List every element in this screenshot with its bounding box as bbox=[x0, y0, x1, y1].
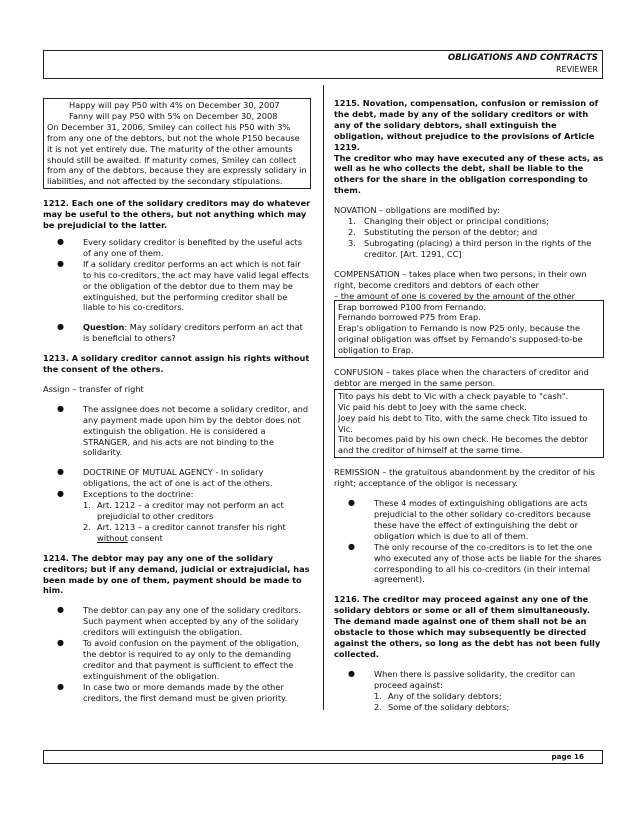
example-line: Fanny will pay P50 with 5% on December 30, 2008 bbox=[69, 110, 278, 121]
list-item: ● The debtor can pay any one of the solidary creditors. Such payment when accepted by any of the solidary creditors will extinguish the obligation. bbox=[43, 605, 311, 638]
list-item bbox=[43, 489, 311, 544]
exception-text: Art. 1212 – a creditor may not perform an act prejudicial to other creditors bbox=[97, 500, 284, 521]
list-item: ● DOCTRINE OF MUTUAL AGENCY - In solidary obligations, the act of one is act of the others. bbox=[43, 467, 311, 489]
example-line: Happy will pay P50 with 4% on December 30, 2007 bbox=[69, 100, 280, 110]
example-line: Erap's obligation to Fernando is now P25 only, because the original obligation was offset by Fernando's supposed-to-be obligation to Erap. bbox=[338, 323, 583, 356]
article-1214-bullets bbox=[43, 605, 311, 703]
example-line: Fernando borrowed P75 from Erap. bbox=[338, 312, 481, 323]
list-item: ● These 4 modes of extinguishing obligations are acts prejudicial to the other solidary co-creditors because these have the effect of extinguishing the debt or obligation which is due to all of them. bbox=[334, 498, 604, 542]
example-line: Tito becomes paid by his own check. He becomes the debtor and the creditor of himself at the same time. bbox=[338, 434, 588, 456]
compensation-definition: COMPENSATION – takes place when two persons, in their own right, become creditors and debtors of each other bbox=[334, 268, 587, 290]
header-subtitle: REVIEWER bbox=[555, 65, 598, 74]
example-line: Joey paid his debt to Tito, with the same check Tito issued to Vic. bbox=[338, 412, 588, 434]
debtor-item: Some of the solidary debtors; bbox=[388, 701, 510, 712]
article-1212-heading: 1212. Each one of the solidary creditors may do whatever may be useful to the others, but not anything which may be prejudicial to the latter. bbox=[43, 198, 311, 231]
example-line: Vic paid his debt to Joey with the same check. bbox=[338, 401, 527, 412]
novation-item: Changing their object or principal conditions; bbox=[364, 216, 549, 227]
exception-text: consent bbox=[127, 532, 163, 543]
list-item: ● Every solidary creditor is benefited by the useful acts of any one of them. bbox=[43, 237, 311, 259]
novation-item: Substituting the person of the debtor; and bbox=[364, 226, 538, 237]
article-1213-heading: 1213. A solidary creditor cannot assign his rights without the consent of the others. bbox=[43, 353, 310, 375]
page-number: page 16 bbox=[551, 752, 584, 761]
page-header bbox=[43, 50, 603, 79]
question-label: Question bbox=[83, 322, 125, 333]
article-1215-heading: 1215. Novation, compensation, confusion or remission of the debt, made by any of the solidary creditors or with any of the solidary debtors, shall extinguish the obligation, without prejudice to the provisions of Article 1219. bbox=[334, 98, 599, 152]
header-title: OBLIGATIONS AND CONTRACTS bbox=[447, 53, 598, 63]
compensation-example-box bbox=[334, 300, 604, 359]
debtor-list bbox=[374, 691, 604, 713]
remission-bullets bbox=[334, 498, 604, 585]
left-column bbox=[43, 98, 311, 704]
list-item: 2. Art. 1213 – a creditor cannot transfer his right without consent bbox=[83, 521, 286, 543]
novation-definition: NOVATION – obligations are modified by: bbox=[334, 205, 500, 216]
bullet-text: When there is passive solidarity, the creditor can proceed against: bbox=[374, 668, 576, 690]
example-box bbox=[43, 98, 311, 189]
list-item: ● The assignee does not become a solidary creditor, and any payment made upon him by the debtor does not extinguish the obligation. He is considered a STRANGER, and his acts are not binding to the solidarity. bbox=[43, 404, 311, 459]
debtor-item: Any of the solidary debtors; bbox=[388, 690, 502, 701]
list-item: 1. Changing their object or principal conditions; bbox=[348, 216, 549, 227]
right-column bbox=[334, 98, 604, 712]
confusion-definition: CONFUSION – takes place when the characters of creditor and debtor are merged in the same person. bbox=[334, 367, 589, 388]
list-item: ● To avoid confusion on the payment of the obligation, the debtor is required to ay only to the demanding creditor and that payment is sufficient to effect the extinguishment of the obligation. bbox=[43, 638, 311, 682]
example-text: On December 31, 2006, Smiley can collect his P50 with 3% from any one of the debtors, but not the whole P150 because it is not yet entirely due. The maturity of the other amounts should still be awaited. If maturity comes, Smiley can collect from any of the debtors, because they are expressly solidary in liabilities, and not affected by the secondary stipulations. bbox=[47, 121, 307, 187]
list-item: 2. Substituting the person of the debtor; and bbox=[348, 226, 538, 237]
list-item: ● If a solidary creditor performs an act which is not fair to his co-creditors, the act may have valid legal effects or the obligation of the debtor due to them may be extinguished, but the performing creditor shall be liable to his co-creditors. bbox=[43, 259, 311, 314]
example-line: Erap borrowed P100 from Fernando. bbox=[338, 301, 486, 312]
article-1215-heading-cont: The creditor who may have executed any of these acts, as well as he who collects the debt, shall be liable to the others for the share in the obligation corresponding to them. bbox=[334, 152, 604, 196]
page-footer bbox=[43, 750, 603, 764]
list-item: 1. Art. 1212 – a creditor may not perform an act prejudicial to other creditors bbox=[83, 500, 284, 521]
list-item: 1. Any of the solidary debtors; bbox=[374, 690, 502, 701]
article-1214-heading: 1214. The debtor may pay any one of the solidary creditors; but if any demand, judicial or extrajudicial, has been made by one of them, payment should be made to him. bbox=[43, 552, 310, 596]
exception-text: Art. 1213 – a creditor cannot transfer his right bbox=[97, 521, 286, 532]
list-item: ● In case two or more demands made by the other creditors, the first demand must be given priority. bbox=[43, 682, 311, 704]
remission-definition: REMISSION – the gratuitous abandonment by the creditor of his right; acceptance of the obligor is necessary. bbox=[334, 467, 595, 489]
underlined-word: without bbox=[97, 532, 128, 543]
article-1213-bullets bbox=[43, 404, 311, 544]
question-text: : May solidary creditors perform an act that is beneficial to others? bbox=[83, 322, 303, 344]
article-1216-bullets bbox=[334, 669, 604, 713]
confusion-example-box bbox=[334, 389, 604, 458]
list-item: 2. Some of the solidary debtors; bbox=[374, 701, 510, 712]
article-1216-heading: 1216. The creditor may proceed against any one of the solidary debtors or some or all of them simultaneously. The demand made against one of them shall not be an obstacle to those which may subsequently be directed against the others, so long as the debt has not been fully collected. bbox=[334, 594, 601, 659]
article-1212-bullets bbox=[43, 237, 311, 344]
novation-list bbox=[334, 216, 604, 260]
list-item bbox=[334, 669, 604, 713]
list-item bbox=[43, 322, 311, 344]
column-divider bbox=[323, 85, 324, 710]
list-item: 3. Subrogating (placing) a third person in the rights of the creditor. [Art. 1291, CC] bbox=[348, 237, 592, 259]
compensation-note: – the amount of one is covered by the amount of the other bbox=[334, 290, 576, 300]
exceptions-label: Exceptions to the doctrine: bbox=[83, 489, 194, 500]
exceptions-list bbox=[83, 500, 311, 544]
assign-definition: Assign – transfer of right bbox=[43, 383, 144, 394]
list-item: ● The only recourse of the co-creditors is to let the one who executed any of those acts be liable for the shares corresponding to all his co-creditors (in their internal agreement). bbox=[334, 542, 604, 586]
novation-item: Subrogating (placing) a third person in the rights of the creditor. [Art. 1291, CC] bbox=[364, 237, 592, 259]
example-line: Tito pays his debt to Vic with a check payable to "cash". bbox=[338, 390, 569, 401]
